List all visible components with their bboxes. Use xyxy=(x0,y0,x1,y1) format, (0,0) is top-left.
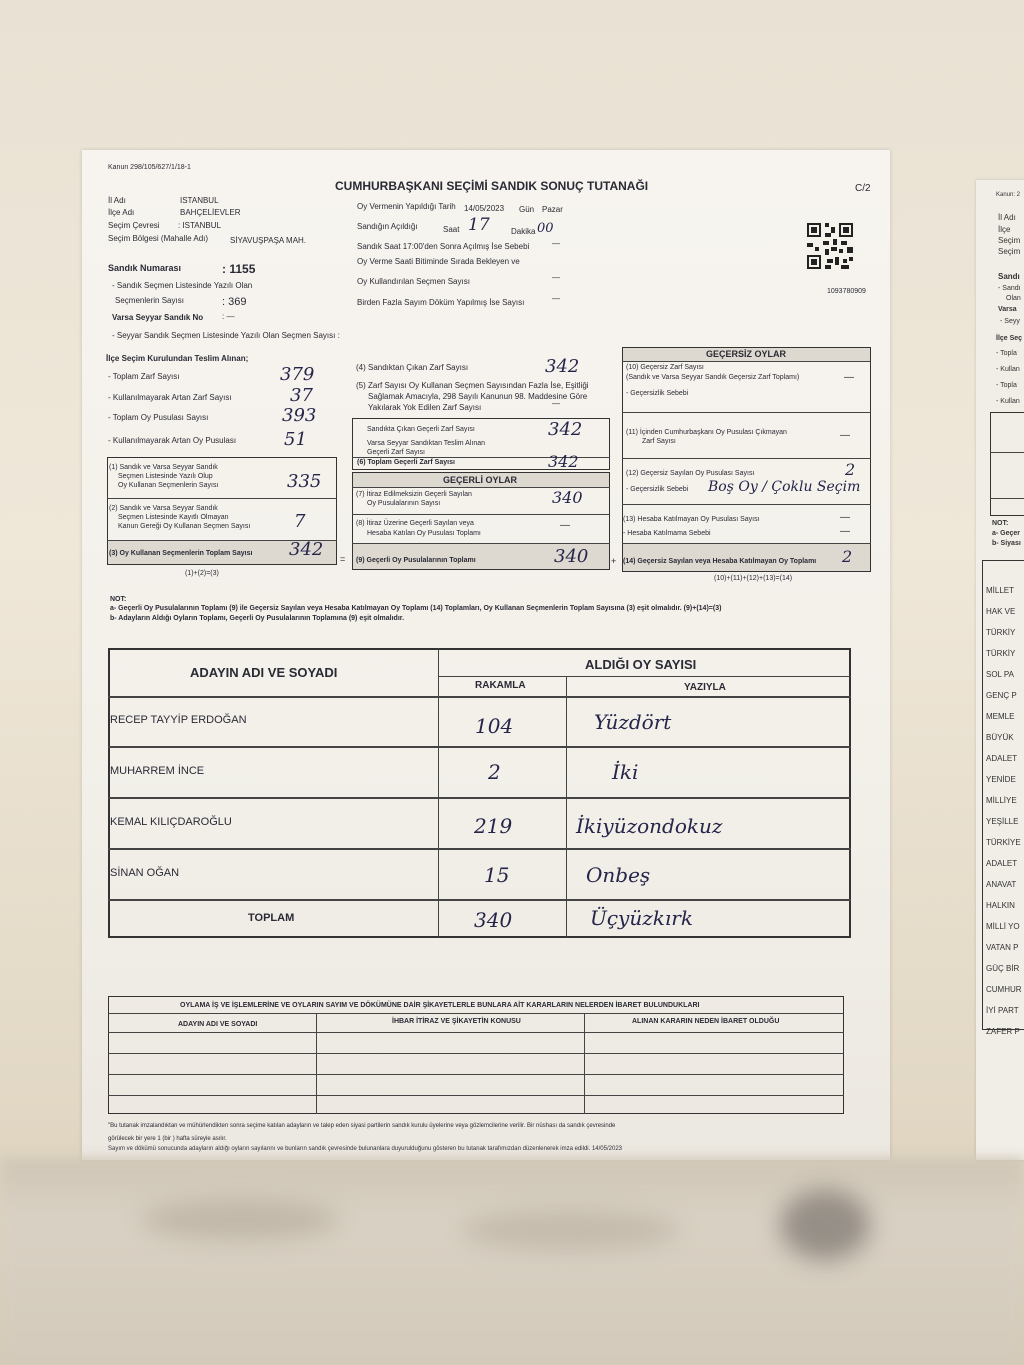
notes-heading: NOT: xyxy=(110,596,127,603)
footer-line-2: görülecek bir yere 1 (bir ) hafta süreyle asılır. xyxy=(108,1136,227,1142)
candidate-votes-num: 219 xyxy=(474,814,513,838)
candidate-votes-num: 104 xyxy=(475,714,514,738)
right-text: - Kullan xyxy=(996,366,1020,373)
right-text: İlçe xyxy=(998,225,1011,234)
footer-line-3: Sayım ve dökümü sonucunda adayların aldığı oyların sayılarını ve bunların sandık çevresinde bulunanlara duyurulduğunu gösteren bu tutanak tarafımızdan düzenlenerek imza edildi. 14/05/2023 xyxy=(108,1146,622,1152)
pusula-value: 393 xyxy=(282,405,317,426)
cevre-value: : ISTANBUL xyxy=(178,221,221,230)
saat-label: Saat xyxy=(443,225,460,234)
sandik-no-label: Sandık Numarası xyxy=(108,263,182,273)
r9-value: 340 xyxy=(554,546,589,567)
party-name: ADALET xyxy=(986,754,1018,763)
col-written: YAZIYLA xyxy=(684,682,726,693)
fazla-value: — xyxy=(552,399,560,408)
candidate-votes-text: İkiyüzondokuz xyxy=(576,814,723,838)
recount-label: Birden Fazla Sayım Döküm Yapılmış İse Sayısı xyxy=(357,298,525,307)
total-label: TOPLAM xyxy=(248,912,295,924)
r12-sebep-value: Boş Oy / Çoklu Seçim xyxy=(708,479,861,495)
toplam-gecerli-zarf-value: 342 xyxy=(548,452,579,471)
right-text: Seçim xyxy=(998,247,1021,256)
party-name: BÜYÜK xyxy=(986,733,1014,742)
r12-value: 2 xyxy=(845,460,856,479)
fazla-label-3: Yakılarak Yok Edilen Zarf Sayısı xyxy=(368,403,482,412)
right-text: Olan xyxy=(1006,295,1021,302)
r7-value: 340 xyxy=(552,488,583,507)
party-name: İYİ PART xyxy=(986,1006,1019,1015)
r13-value: — xyxy=(840,512,850,523)
r13-sebep: - Hesaba Katılmama Sebebi xyxy=(623,530,711,537)
toplam-gecerli-zarf-label: (6) Toplam Geçerli Zarf Sayısı xyxy=(357,459,455,466)
gecerli-zarf-value: 342 xyxy=(548,419,583,440)
r9-label: (9) Geçerli Oy Pusulalarının Toplamı xyxy=(356,557,476,564)
seyyar-list-label: - Seyyar Sandık Seçmen Listesinde Yazılı Olan Seçmen Sayısı : xyxy=(112,331,340,340)
cikan-value: 342 xyxy=(545,356,580,377)
party-name: YEŞİLLE xyxy=(986,817,1019,826)
right-text: İlçe Seç xyxy=(996,335,1023,342)
listede-label: - Sandık Seçmen Listesinde Yazılı Olan xyxy=(112,281,253,290)
gecerli-zarf-label: Sandıkta Çıkan Geçerli Zarf Sayısı xyxy=(367,426,475,433)
after17-label: Sandık Saat 17:00'den Sonra Açılmış İse Sebebi xyxy=(357,242,530,251)
recount-value: — xyxy=(552,294,560,303)
r11-value: — xyxy=(840,430,850,441)
r12-sebep-label: - Geçersizlik Sebebi xyxy=(626,486,689,493)
r7-label: (7) İtiraz Edilmeksizin Geçerli Sayılan xyxy=(356,491,472,498)
party-name: MİLLİ YO xyxy=(986,922,1020,931)
blur-shape xyxy=(140,1200,340,1240)
il-label: İl Adı xyxy=(108,196,126,205)
party-name: ANAVAT xyxy=(986,880,1017,889)
barcode-number: 1093780909 xyxy=(827,288,866,295)
right-text: - Topla xyxy=(996,350,1017,357)
r1-label-3: Oy Kullanan Seçmenlerin Sayısı xyxy=(118,482,219,489)
seyyar-zarf-label: Varsa Seyyar Sandıktan Teslim Alınan xyxy=(367,440,486,447)
gecerli-heading: GEÇERLİ OYLAR xyxy=(443,475,518,485)
right-text: a- Geçer xyxy=(992,530,1021,537)
day-value: Pazar xyxy=(542,205,563,214)
ballot-result-form xyxy=(82,150,890,1160)
artan-pusula-value: 51 xyxy=(284,429,307,450)
candidate-name: RECEP TAYYİP ERDOĞAN xyxy=(110,714,247,726)
right-text: Sandı xyxy=(998,272,1020,281)
equals-sign: = xyxy=(340,554,346,564)
col-votes: ALDIĞI OY SAYISI xyxy=(585,657,697,672)
candidate-name: KEMAL KILIÇDAROĞLU xyxy=(110,816,232,828)
note-b: b- Adayların Aldığı Oyların Toplamı, Geçerli Oy Pusulalarının Toplamına (9) eşit olmalıdır. xyxy=(110,615,405,622)
r13-sebep-value: — xyxy=(840,526,850,537)
candidate-votes-text: İki xyxy=(612,760,639,784)
r3-value: 342 xyxy=(289,539,324,560)
sandik-no-value: : 1155 xyxy=(222,262,256,276)
dakika-value: 00 xyxy=(537,221,554,236)
party-name: CUMHUR xyxy=(986,985,1022,994)
waiting-value: — xyxy=(552,273,560,282)
party-name: GÜÇ BİR xyxy=(986,964,1020,973)
complaints-col-1: ADAYIN ADI VE SOYADI xyxy=(178,1021,258,1028)
r2-value: 7 xyxy=(294,511,306,532)
party-name: VATAN P xyxy=(986,943,1019,952)
artan-zarf-value: 37 xyxy=(290,385,313,406)
total-votes-text: Üçyüzkırk xyxy=(590,906,693,930)
il-value: ISTANBUL xyxy=(180,196,219,205)
right-text: Seçim xyxy=(998,236,1021,245)
party-name: HAK VE xyxy=(986,607,1016,616)
party-name: ADALET xyxy=(986,859,1018,868)
right-text: - Kullan xyxy=(996,398,1020,405)
candidate-name: MUHARREM İNCE xyxy=(110,765,205,777)
day-label: Gün xyxy=(519,205,535,214)
ilce-value: BAHÇELİEVLER xyxy=(180,208,241,217)
party-name: TÜRKİY xyxy=(986,628,1016,637)
blur-shape xyxy=(780,1190,870,1260)
complaints-heading: OYLAMA İŞ VE İŞLEMLERİNE VE OYLARIN SAYIM VE DÖKÜMÜNE DAİR ŞİKAYETLERLE BUNLARA AİT KARARLARIN NELERDEN İBARET BULUNDUKLARI xyxy=(180,1002,700,1009)
party-name: MİLLİYE xyxy=(986,796,1017,805)
saat-value: 17 xyxy=(468,215,490,235)
form-title: CUMHURBAŞKANI SEÇİMİ SANDIK SONUÇ TUTANAĞI xyxy=(335,179,649,193)
candidate-votes-num: 2 xyxy=(488,760,501,784)
right-text: Varsa xyxy=(998,306,1017,313)
r3-label: (3) Oy Kullanan Seçmenlerin Toplam Sayısı xyxy=(109,550,253,557)
fazla-label-2: Sağlamak Amacıyla, 298 Sayılı Kanunun 98. Maddesine Göre xyxy=(368,392,588,401)
r2-label-3: Kanun Gereği Oy Kullanan Seçmen Sayısı xyxy=(118,523,251,530)
candidate-votes-text: Yüzdört xyxy=(594,710,672,734)
total-votes-num: 340 xyxy=(474,908,513,932)
artan-pusula-label: - Kullanılmayarak Artan Oy Pusulası xyxy=(108,436,237,445)
cikan-label: (4) Sandıktan Çıkan Zarf Sayısı xyxy=(356,363,469,372)
pusula-label: - Toplam Oy Pusulası Sayısı xyxy=(108,413,209,422)
note-a: a- Geçerli Oy Pusulalarının Toplamı (9) ile Geçersiz Sayılan veya Hesaba Katılmayan Oy Toplamı (14) Toplamları, Oy Kullanan Seçmenlerin Toplam Sayısına (3) eşit olmalıdır. (9)+(14)=(3) xyxy=(110,605,722,612)
footer-line-1: "Bu tutanak imzalandıktan ve mühürlendikten sonra seçime katılan adayların ve talep eden siyasi partilerin sandık kurulu üyelerine veya gözlemcilerine verilir. Bir nüshası da sandık çevresinde xyxy=(108,1123,616,1129)
seyyar-no-label: Varsa Seyyar Sandık No xyxy=(112,313,204,322)
r11-label-2: Zarf Sayısı xyxy=(642,438,676,445)
bolge-label: Seçim Bölgesi (Mahalle Adı) xyxy=(108,234,209,243)
r14-value: 2 xyxy=(842,547,853,566)
gecersiz-formula: (10)+(11)+(12)+(13)=(14) xyxy=(714,575,793,582)
waiting-label: Oy Verme Saati Bitiminde Sırada Bekleyen ve xyxy=(357,257,520,266)
party-name: ZAFER P xyxy=(986,1027,1020,1036)
candidate-name: SİNAN OĞAN xyxy=(110,867,180,879)
candidate-votes-text: Onbeş xyxy=(586,863,651,887)
r10-sebep: - Geçersizlik Sebebi xyxy=(626,390,689,397)
form-code: Kanun 298/105/627/1/18-1 xyxy=(108,164,191,171)
candidate-votes-num: 15 xyxy=(484,863,510,887)
party-name: MEMLE xyxy=(986,712,1015,721)
col-candidate-name: ADAYIN ADI VE SOYADI xyxy=(190,665,338,680)
right-text: NOT: xyxy=(992,520,1009,527)
ilce-label: İlçe Adı xyxy=(108,208,135,217)
date-label: Oy Vermenin Yapıldığı Tarih xyxy=(357,202,456,211)
form-id: C/2 xyxy=(855,183,871,194)
r10-label-2: (Sandık ve Varsa Seyyar Sandık Geçersiz Zarf Toplamı) xyxy=(626,374,800,381)
right-text: - Topla xyxy=(996,382,1017,389)
party-name: GENÇ P xyxy=(986,691,1017,700)
r1-label-2: Seçmen Listesinde Yazılı Olup xyxy=(118,473,213,480)
r12-label: (12) Geçersiz Sayılan Oy Pusulası Sayısı xyxy=(626,470,755,477)
adjacent-form-page xyxy=(976,180,1024,1160)
r11-label: (11) İçinden Cumhurbaşkanı Oy Pusulası Çıkmayan xyxy=(626,429,787,436)
listede-value: : 369 xyxy=(222,296,247,308)
party-name: MİLLET xyxy=(986,586,1015,595)
r8-label-2: Hesaba Katılan Oy Pusulası Toplamı xyxy=(367,530,481,537)
right-text: b- Siyası xyxy=(992,540,1021,547)
r13-label: (13) Hesaba Katılmayan Oy Pusulası Sayısı xyxy=(623,516,760,523)
r7-label-2: Oy Pusulalarının Sayısı xyxy=(367,500,441,507)
r10-value: — xyxy=(844,372,854,383)
voters-formula: (1)+(2)=(3) xyxy=(185,570,219,577)
artan-zarf-label: - Kullanılmayarak Artan Zarf Sayısı xyxy=(108,393,232,402)
blurred-area xyxy=(0,1158,1024,1365)
right-text: İl Adı xyxy=(998,213,1016,222)
right-text: - Sandı xyxy=(998,285,1021,292)
r2-label: (2) Sandık ve Varsa Seyyar Sandık xyxy=(109,505,218,512)
seyyar-no-value: : — xyxy=(222,312,235,321)
gecersiz-heading: GEÇERSİZ OYLAR xyxy=(706,349,787,359)
r8-value: — xyxy=(560,520,570,531)
r10-label: (10) Geçersiz Zarf Sayısı xyxy=(626,364,704,371)
blur-shape xyxy=(460,1210,680,1250)
right-text: - Seyy xyxy=(1000,318,1020,325)
opened-label: Sandığın Açıldığı xyxy=(357,222,418,231)
bolge-value: SİYAVUŞPAŞA MAH. xyxy=(230,236,307,245)
seyyar-zarf-label-2: Geçerli Zarf Sayısı xyxy=(367,449,425,456)
waiting-label-2: Oy Kullandırılan Seçmen Sayısı xyxy=(357,277,470,286)
r14-label: (14) Geçersiz Sayılan veya Hesaba Katılmayan Oy Toplamı xyxy=(623,558,817,565)
plus-sign: + xyxy=(611,556,617,566)
r2-label-2: Seçmen Listesinde Kayıtlı Olmayan xyxy=(118,514,229,521)
r8-label: (8) İtiraz Üzerine Geçerli Sayılan veya xyxy=(356,520,474,527)
teslim-heading: İlçe Seçim Kurulundan Teslim Alınan; xyxy=(106,354,249,363)
complaints-col-3: ALINAN KARARIN NEDEN İBARET OLDUĞU xyxy=(632,1018,780,1025)
r1-label: (1) Sandık ve Varsa Seyyar Sandık xyxy=(109,464,218,471)
results-table xyxy=(108,648,851,938)
complaints-col-2: İHBAR İTİRAZ VE ŞİKAYETİN KONUSU xyxy=(392,1018,521,1025)
r1-value: 335 xyxy=(287,471,322,492)
party-name: SOL PA xyxy=(986,670,1015,679)
right-text: Kanun: 2 xyxy=(996,192,1021,198)
date-value: 14/05/2023 xyxy=(464,204,505,213)
party-name: HALKIN xyxy=(986,901,1015,910)
cevre-label: Seçim Çevresi xyxy=(108,221,160,230)
zarf-value: 379 xyxy=(280,364,315,385)
col-numeric: RAKAMLA xyxy=(475,680,526,691)
fazla-label: (5) Zarf Sayısı Oy Kullanan Seçmen Sayısından Fazla İse, Eşitliği xyxy=(356,381,589,390)
dakika-label: Dakika xyxy=(511,227,536,236)
party-name: YENİDE xyxy=(986,775,1016,784)
qr-code-icon xyxy=(805,220,855,272)
party-name: TÜRKİY xyxy=(986,649,1016,658)
after17-value: — xyxy=(552,239,560,248)
listede-label-2: Seçmenlerin Sayısı xyxy=(115,296,184,305)
zarf-label: - Toplam Zarf Sayısı xyxy=(108,372,180,381)
party-name: TÜRKİYE xyxy=(986,838,1021,847)
